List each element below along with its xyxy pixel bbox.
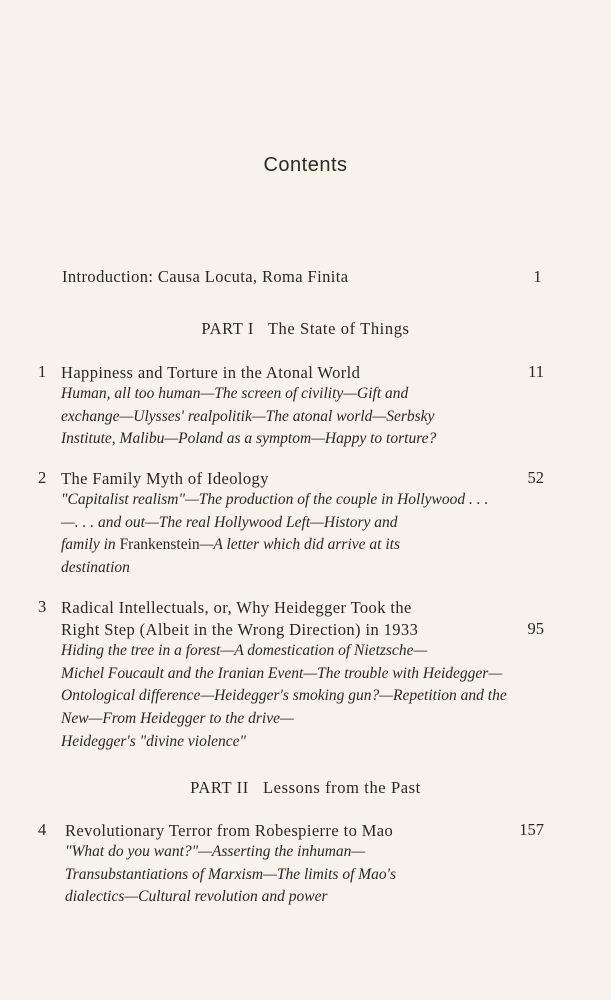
introduction-title: Introduction: Causa Locuta, Roma Finita [62,267,349,286]
subtopic-line: dialectics—Cultural revolution and power [65,888,328,906]
subtopic-text: —A letter which did arrive at its [199,536,400,554]
chapter-page-number: 11 [528,362,544,381]
chapter-title [61,362,360,384]
chapter-page-number: 52 [527,468,544,487]
chapter-number: 4 [38,820,47,839]
chapter-subtopics [65,841,396,909]
toc-entry-introduction[interactable] [62,267,542,287]
subtopic-line: "What do you want?"—Asserting the inhuman— [65,843,366,860]
subtopic-line: Hiding the tree in a forest—A domestication of Nietzsche— [61,642,428,659]
part-1-label: PART I The State of Things [201,319,410,338]
subtopic-line [61,534,488,557]
chapter-title [61,468,269,490]
chapter-title-line: The Family Myth of Ideology [61,469,269,488]
subtopic-book-title: Frankenstein [119,536,200,554]
subtopic-line: Heidegger's "divine violence" [61,732,247,750]
chapter-title-line: Right Step (Albeit in the Wrong Direction) in 1933 [61,620,419,639]
chapter-title [65,820,393,842]
subtopic-line: "Capitalist realism"—The production of the couple in Hollywood . . . [61,491,489,508]
chapter-subtopics [61,489,488,580]
chapter-title-line: Radical Intellectuals, or, Why Heidegger Took the [61,598,412,617]
chapter-page-number: 95 [527,619,544,638]
subtopic-line: —. . . and out—The real Hollywood Left—History and [61,513,398,531]
part-heading-2 [0,778,611,798]
subtopic-text: family in [61,536,120,554]
chapter-title-line: Revolutionary Terror from Robespierre to Mao [65,821,394,840]
chapter-title-line: Happiness and Torture in the Atonal World [61,363,361,382]
subtopic-line: destination [61,559,130,577]
chapter-number: 2 [38,468,47,487]
page-title: Contents [263,154,348,176]
part-heading-1 [0,319,611,339]
subtopic-line: Transubstantiations of Marxism—The limits of Mao's [65,865,397,883]
subtopic-line: Michel Foucault and the Iranian Event—The trouble with Heidegger— [61,664,503,682]
chapter-page-number: 157 [519,820,544,839]
toc-entry-chapter-2[interactable] [38,468,544,578]
subtopic-line: Human, all too human—The screen of civility—Gift and [61,385,409,402]
chapter-number: 3 [38,597,47,616]
chapter-subtopics [61,383,436,451]
subtopic-line: Ontological difference—Heidegger's smoking gun?—Repetition and the [61,687,507,705]
chapter-subtopics [61,640,507,754]
toc-entry-chapter-1[interactable] [38,362,544,452]
subtopic-line: New—From Heidegger to the drive— [61,710,294,728]
introduction-page-number: 1 [533,267,542,286]
chapter-number: 1 [38,362,47,381]
toc-entry-chapter-4[interactable] [38,820,544,910]
chapter-title [61,597,418,641]
subtopic-line: exchange—Ulysses' realpolitik—The atonal world—Serbsky [61,407,435,425]
part-2-label: PART II Lessons from the Past [190,778,421,797]
toc-entry-chapter-3[interactable] [38,597,544,750]
subtopic-line: Institute, Malibu—Poland as a symptom—Happy to torture? [61,430,437,448]
